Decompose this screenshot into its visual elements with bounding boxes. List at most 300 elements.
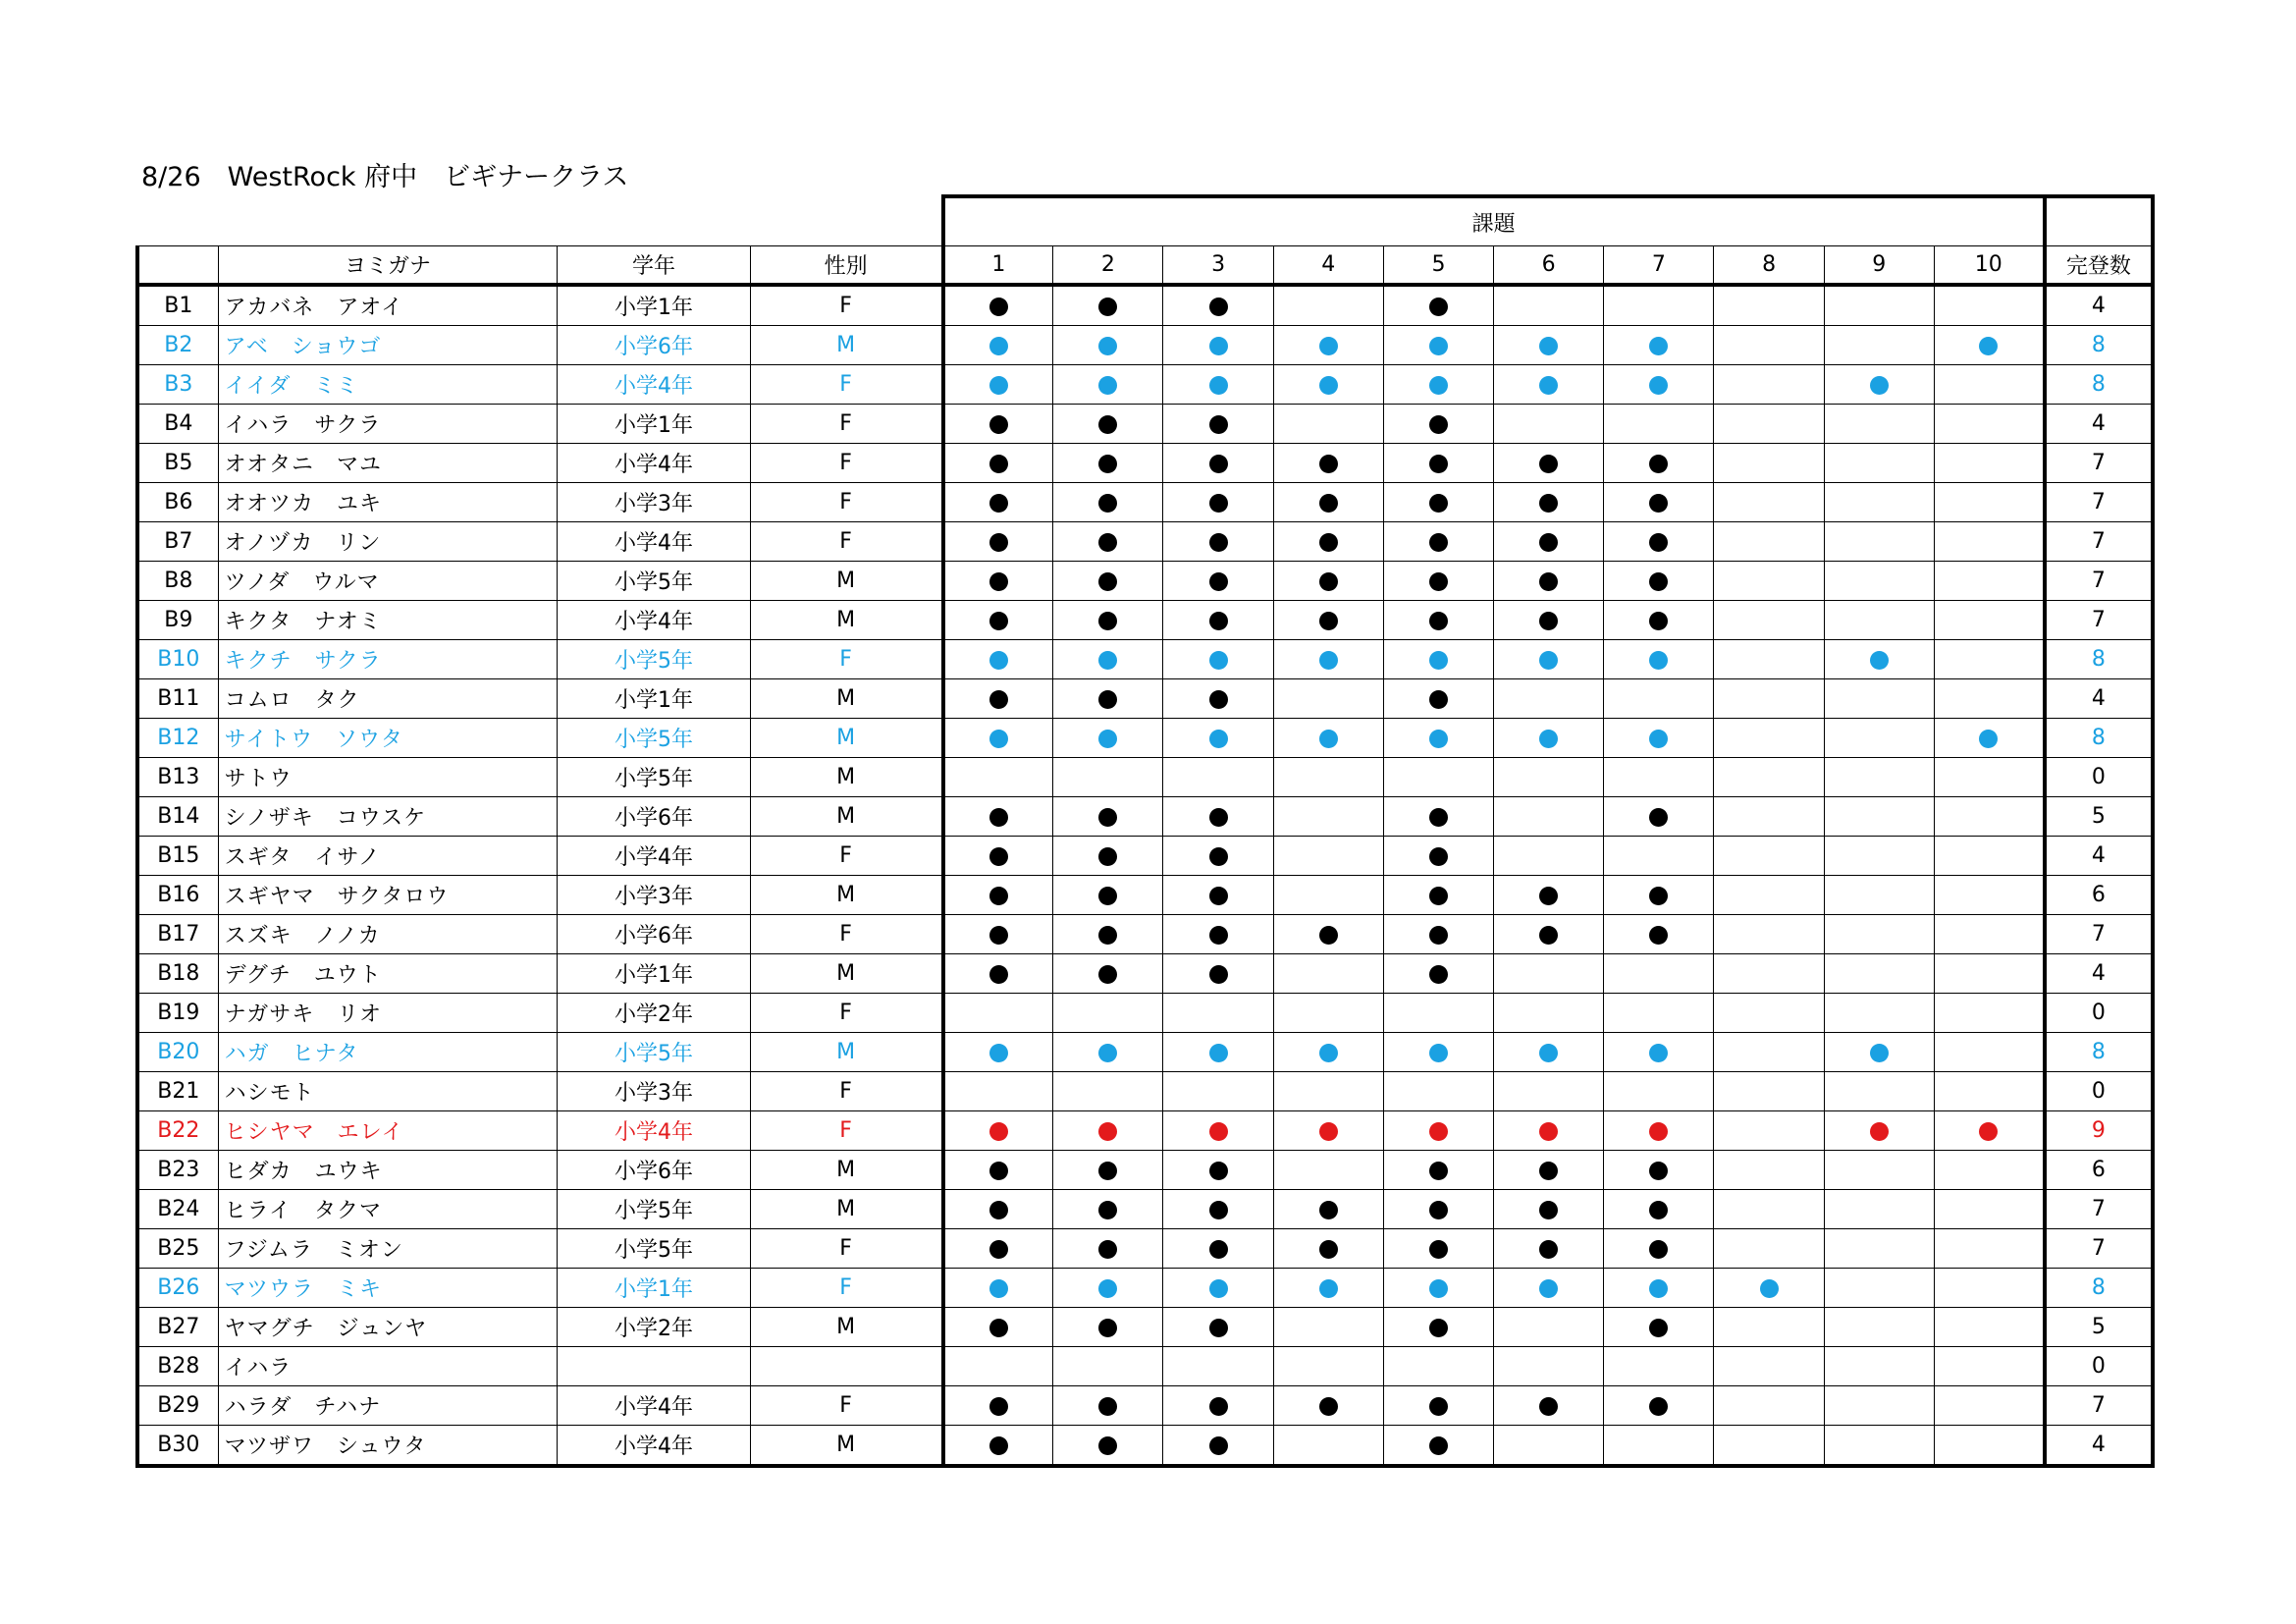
problem-cell (943, 1072, 1053, 1111)
problem-cell (1604, 1033, 1714, 1072)
problem-cell (1604, 719, 1714, 758)
table-row (137, 1308, 2153, 1347)
problem-header: 8 (1714, 246, 1824, 286)
completed-dot (1209, 1044, 1228, 1062)
problem-cell (943, 444, 1053, 483)
completed-dot (1098, 1319, 1117, 1337)
member-id: B1 (137, 285, 218, 326)
problem-cell (1163, 679, 1273, 719)
table-row (137, 444, 2153, 483)
problem-cell (1824, 562, 1934, 601)
member-gender: F (750, 640, 942, 679)
problem-header: 4 (1273, 246, 1383, 286)
problem-cell (1053, 1426, 1163, 1467)
member-gender: M (750, 562, 942, 601)
completed-dot (1319, 1397, 1338, 1416)
problem-cell (1934, 562, 2044, 601)
problem-cell (1494, 876, 1604, 915)
completed-dot (1319, 1044, 1338, 1062)
problem-cell (1273, 915, 1383, 954)
completed-dot (1649, 1122, 1668, 1141)
problem-cell (1824, 1151, 1934, 1190)
problem-cell (1273, 876, 1383, 915)
member-id: B10 (137, 640, 218, 679)
problem-cell (1383, 1269, 1493, 1308)
completed-dot (1870, 376, 1889, 395)
completed-dot (989, 1122, 1008, 1141)
member-grade: 小学4年 (558, 837, 750, 876)
member-yomigana: ヒライ タクマ (218, 1190, 558, 1229)
table-row (137, 640, 2153, 679)
problem-cell (1604, 954, 1714, 994)
member-yomigana: ハガ ヒナタ (218, 1033, 558, 1072)
problem-cell (1824, 1229, 1934, 1269)
problem-cell (1714, 640, 1824, 679)
member-id: B22 (137, 1111, 218, 1151)
problem-cell (1824, 797, 1934, 837)
completed-dot (1429, 572, 1448, 591)
completed-dot (1209, 847, 1228, 866)
problem-cell (1604, 483, 1714, 522)
problem-cell (1824, 1386, 1934, 1426)
completed-dot (1098, 1201, 1117, 1219)
completed-dot (1098, 1240, 1117, 1259)
problem-cell (1383, 954, 1493, 994)
problem-cell (1273, 444, 1383, 483)
completed-dot (1098, 1397, 1117, 1416)
member-grade: 小学2年 (558, 1308, 750, 1347)
problem-cell (1934, 1386, 2044, 1426)
member-grade: 小学5年 (558, 1229, 750, 1269)
problem-cell (1383, 876, 1493, 915)
problem-cell (943, 758, 1053, 797)
problem-cell (1273, 719, 1383, 758)
completed-dot (1098, 1044, 1117, 1062)
completed-dot (1209, 337, 1228, 355)
problem-cell (1494, 522, 1604, 562)
completed-dot (1098, 1436, 1117, 1455)
completed-dot (989, 887, 1008, 905)
member-grade: 小学2年 (558, 994, 750, 1033)
completed-dot (989, 690, 1008, 709)
problem-cell (1934, 1269, 2044, 1308)
table-row (137, 1426, 2153, 1467)
problem-cell (1604, 444, 1714, 483)
member-gender: M (750, 1033, 942, 1072)
problem-cell (1604, 679, 1714, 719)
problem-cell (1273, 1347, 1383, 1386)
completed-dot (1429, 926, 1448, 945)
table-row (137, 562, 2153, 601)
completed-dot (1429, 1397, 1448, 1416)
problem-cell (1383, 797, 1493, 837)
problem-cell (1934, 601, 2044, 640)
completed-dot (1649, 926, 1668, 945)
problem-cell (1053, 285, 1163, 326)
problem-cell (1714, 1308, 1824, 1347)
completed-dot (1429, 1240, 1448, 1259)
problem-cell (1383, 1190, 1493, 1229)
completed-header: 完登数 (2045, 246, 2153, 286)
problem-cell (1163, 837, 1273, 876)
problem-cell (1053, 837, 1163, 876)
completed-dot (1098, 926, 1117, 945)
problem-cell (1824, 915, 1934, 954)
problem-cell (1824, 1190, 1934, 1229)
member-gender: F (750, 483, 942, 522)
problem-cell (1934, 1347, 2044, 1386)
member-yomigana: マツザワ シュウタ (218, 1426, 558, 1467)
member-yomigana: ヤマグチ ジュンヤ (218, 1308, 558, 1347)
problem-cell (1494, 1308, 1604, 1347)
member-grade: 小学4年 (558, 1386, 750, 1426)
completed-count: 8 (2045, 1269, 2153, 1308)
problem-cell (1273, 994, 1383, 1033)
member-id: B2 (137, 326, 218, 365)
problem-cell (1494, 640, 1604, 679)
completed-dot (1209, 887, 1228, 905)
completed-dot (989, 1279, 1008, 1298)
completed-dot (1539, 1044, 1558, 1062)
problem-cell (1383, 679, 1493, 719)
completed-dot (989, 651, 1008, 670)
completed-count: 4 (2045, 405, 2153, 444)
completed-dot (1539, 337, 1558, 355)
table-row (137, 365, 2153, 405)
problem-cell (1163, 1426, 1273, 1467)
problem-cell (1604, 640, 1714, 679)
problem-cell (1824, 483, 1934, 522)
problem-cell (1824, 719, 1934, 758)
problem-cell (1714, 1033, 1824, 1072)
completed-count: 7 (2045, 1190, 2153, 1229)
problem-cell (943, 837, 1053, 876)
problem-cell (1494, 954, 1604, 994)
member-id: B14 (137, 797, 218, 837)
problem-cell (1494, 444, 1604, 483)
member-gender: F (750, 915, 942, 954)
problem-cell (1604, 1072, 1714, 1111)
problem-cell (1934, 405, 2044, 444)
table-row (137, 522, 2153, 562)
problem-cell (1494, 1269, 1604, 1308)
problem-cell (1824, 640, 1934, 679)
table-row (137, 1151, 2153, 1190)
problem-cell (1934, 994, 2044, 1033)
member-gender: M (750, 679, 942, 719)
completed-dot (1870, 1044, 1889, 1062)
completed-dot (1098, 376, 1117, 395)
completed-dot (1209, 965, 1228, 984)
problem-cell (1053, 1033, 1163, 1072)
completed-dot (1539, 1240, 1558, 1259)
header-row-top (137, 196, 2153, 246)
member-grade: 小学1年 (558, 1269, 750, 1308)
problem-cell (943, 365, 1053, 405)
member-gender: M (750, 1151, 942, 1190)
problem-cell (1824, 1033, 1934, 1072)
member-grade: 小学5年 (558, 562, 750, 601)
completed-dot (989, 808, 1008, 827)
problem-cell (1163, 876, 1273, 915)
problem-cell (1273, 1308, 1383, 1347)
member-id: B17 (137, 915, 218, 954)
problem-header: 9 (1824, 246, 1934, 286)
member-grade: 小学3年 (558, 876, 750, 915)
problem-cell (1494, 915, 1604, 954)
member-yomigana: オノヅカ リン (218, 522, 558, 562)
member-gender: M (750, 601, 942, 640)
completed-dot (1539, 1397, 1558, 1416)
completed-dot (1429, 455, 1448, 473)
completed-dot (1319, 376, 1338, 395)
completed-count: 5 (2045, 1308, 2153, 1347)
completed-dot (1319, 730, 1338, 748)
problem-cell (1273, 1072, 1383, 1111)
problem-cell (1273, 1111, 1383, 1151)
completed-count: 7 (2045, 601, 2153, 640)
problem-cell (1383, 444, 1493, 483)
member-yomigana: スズキ ノノカ (218, 915, 558, 954)
member-yomigana: ナガサキ リオ (218, 994, 558, 1033)
table-row (137, 837, 2153, 876)
problem-cell (1714, 1347, 1824, 1386)
member-grade: 小学4年 (558, 522, 750, 562)
completed-dot (1209, 1397, 1228, 1416)
problem-cell (1163, 601, 1273, 640)
member-grade: 小学4年 (558, 1426, 750, 1467)
problem-cell (1934, 679, 2044, 719)
completed-dot (1319, 1279, 1338, 1298)
completed-dot (1429, 847, 1448, 866)
table-row (137, 1033, 2153, 1072)
member-yomigana: ヒダカ ユウキ (218, 1151, 558, 1190)
member-yomigana: スギヤマ サクタロウ (218, 876, 558, 915)
completed-dot (1649, 1162, 1668, 1180)
member-id: B5 (137, 444, 218, 483)
problem-cell (1273, 679, 1383, 719)
problem-cell (1053, 601, 1163, 640)
member-gender: M (750, 326, 942, 365)
problem-cell (1604, 1269, 1714, 1308)
problem-cell (1604, 1111, 1714, 1151)
member-gender: M (750, 1426, 942, 1467)
problem-cell (1273, 1190, 1383, 1229)
problem-cell (1824, 1111, 1934, 1151)
member-gender: F (750, 1229, 942, 1269)
completed-count: 8 (2045, 365, 2153, 405)
problem-cell (1053, 1111, 1163, 1151)
member-id: B16 (137, 876, 218, 915)
completed-dot (1429, 1122, 1448, 1141)
problem-cell (1494, 1190, 1604, 1229)
problem-cell (1934, 1033, 2044, 1072)
problem-cell (1163, 719, 1273, 758)
problem-cell (1053, 1308, 1163, 1347)
problem-cell (1053, 1229, 1163, 1269)
problem-cell (943, 915, 1053, 954)
problem-cell (1714, 758, 1824, 797)
completed-count: 8 (2045, 1033, 2153, 1072)
table-row (137, 1386, 2153, 1426)
problem-cell (1934, 797, 2044, 837)
problem-cell (1604, 1190, 1714, 1229)
problem-cell (1714, 1426, 1824, 1467)
problem-cell (1494, 1347, 1604, 1386)
problem-cell (1934, 719, 2044, 758)
problem-cell (1604, 405, 1714, 444)
member-gender: M (750, 1308, 942, 1347)
problem-cell (1604, 994, 1714, 1033)
problem-cell (1824, 1347, 1934, 1386)
completed-dot (989, 533, 1008, 552)
completed-dot (1649, 1279, 1668, 1298)
problem-cell (1053, 797, 1163, 837)
problem-header: 3 (1163, 246, 1273, 286)
completed-count: 8 (2045, 640, 2153, 679)
completed-dot (1429, 376, 1448, 395)
problem-cell (1053, 522, 1163, 562)
problem-cell (943, 483, 1053, 522)
completed-dot (989, 612, 1008, 630)
problem-cell (1604, 1347, 1714, 1386)
completed-dot (1539, 926, 1558, 945)
completed-count: 8 (2045, 326, 2153, 365)
completed-dot (1209, 494, 1228, 513)
completed-dot (989, 926, 1008, 945)
problem-cell (1494, 1151, 1604, 1190)
problem-cell (1604, 1229, 1714, 1269)
header-row (137, 246, 2153, 286)
completed-count: 4 (2045, 954, 2153, 994)
member-yomigana: デグチ ユウト (218, 954, 558, 994)
problem-cell (1604, 1426, 1714, 1467)
problem-cell (1494, 1426, 1604, 1467)
problem-cell (1934, 483, 2044, 522)
problem-cell (1383, 562, 1493, 601)
problem-cell (1934, 1072, 2044, 1111)
member-grade: 小学1年 (558, 954, 750, 994)
problem-cell (1934, 444, 2044, 483)
id-header (137, 246, 218, 286)
problem-cell (1934, 758, 2044, 797)
member-grade (558, 1347, 750, 1386)
member-grade: 小学6年 (558, 326, 750, 365)
completed-dot (1098, 808, 1117, 827)
problem-cell (1714, 365, 1824, 405)
problem-cell (1494, 994, 1604, 1033)
member-grade: 小学5年 (558, 758, 750, 797)
completed-dot (1209, 1240, 1228, 1259)
problem-cell (1273, 522, 1383, 562)
problem-cell (1714, 679, 1824, 719)
problem-cell (1053, 444, 1163, 483)
problem-cell (1494, 405, 1604, 444)
completed-count: 8 (2045, 719, 2153, 758)
problem-cell (1383, 640, 1493, 679)
problem-cell (1494, 1386, 1604, 1426)
completed-dot (1539, 651, 1558, 670)
completed-dot (1209, 298, 1228, 316)
problem-cell (1714, 1072, 1824, 1111)
problem-header: 6 (1494, 246, 1604, 286)
problem-cell (1714, 601, 1824, 640)
problem-cell (1273, 837, 1383, 876)
problem-cell (1934, 1111, 2044, 1151)
completed-count: 0 (2045, 758, 2153, 797)
problem-cell (1494, 1072, 1604, 1111)
problem-cell (943, 562, 1053, 601)
problem-cell (1383, 837, 1493, 876)
problem-cell (1934, 1426, 2044, 1467)
table-row (137, 954, 2153, 994)
problem-cell (1053, 1269, 1163, 1308)
completed-dot (989, 415, 1008, 434)
problem-header: 5 (1383, 246, 1493, 286)
problem-cell (1163, 365, 1273, 405)
member-id: B11 (137, 679, 218, 719)
problem-cell (1714, 405, 1824, 444)
problem-cell (1714, 1269, 1824, 1308)
problem-cell (1053, 679, 1163, 719)
completed-count: 7 (2045, 522, 2153, 562)
problem-header: 10 (1934, 246, 2044, 286)
table-row (137, 758, 2153, 797)
problem-cell (1163, 1072, 1273, 1111)
problem-cell (1604, 522, 1714, 562)
completed-dot (1539, 572, 1558, 591)
problem-cell (1604, 837, 1714, 876)
completed-dot (1429, 690, 1448, 709)
completed-dot (1539, 612, 1558, 630)
problem-cell (1053, 1072, 1163, 1111)
problem-cell (1824, 1072, 1934, 1111)
problem-cell (1053, 326, 1163, 365)
problem-cell (1383, 1111, 1493, 1151)
member-id: B23 (137, 1151, 218, 1190)
problem-cell (1604, 1151, 1714, 1190)
completed-dot (1098, 1279, 1117, 1298)
problem-cell (943, 797, 1053, 837)
completed-count: 0 (2045, 994, 2153, 1033)
member-id: B18 (137, 954, 218, 994)
completed-dot (1979, 1122, 1998, 1141)
completed-dot (1319, 455, 1338, 473)
problem-cell (1714, 522, 1824, 562)
completed-dot (1098, 965, 1117, 984)
completed-dot (1209, 415, 1228, 434)
table-row (137, 326, 2153, 365)
problem-cell (943, 876, 1053, 915)
completed-dot (1429, 1162, 1448, 1180)
problem-cell (1383, 522, 1493, 562)
member-yomigana: キクチ サクラ (218, 640, 558, 679)
member-gender (750, 1347, 942, 1386)
member-yomigana: ハシモト (218, 1072, 558, 1111)
completed-dot (989, 1162, 1008, 1180)
completed-count: 7 (2045, 483, 2153, 522)
completed-dot (1539, 1162, 1558, 1180)
problem-cell (1934, 1308, 2044, 1347)
problem-cell (1163, 285, 1273, 326)
completed-dot (989, 298, 1008, 316)
completed-dot (1539, 1122, 1558, 1141)
completed-dot (989, 455, 1008, 473)
completed-count: 7 (2045, 915, 2153, 954)
table-row (137, 797, 2153, 837)
member-grade: 小学3年 (558, 483, 750, 522)
completed-dot (1760, 1279, 1779, 1298)
